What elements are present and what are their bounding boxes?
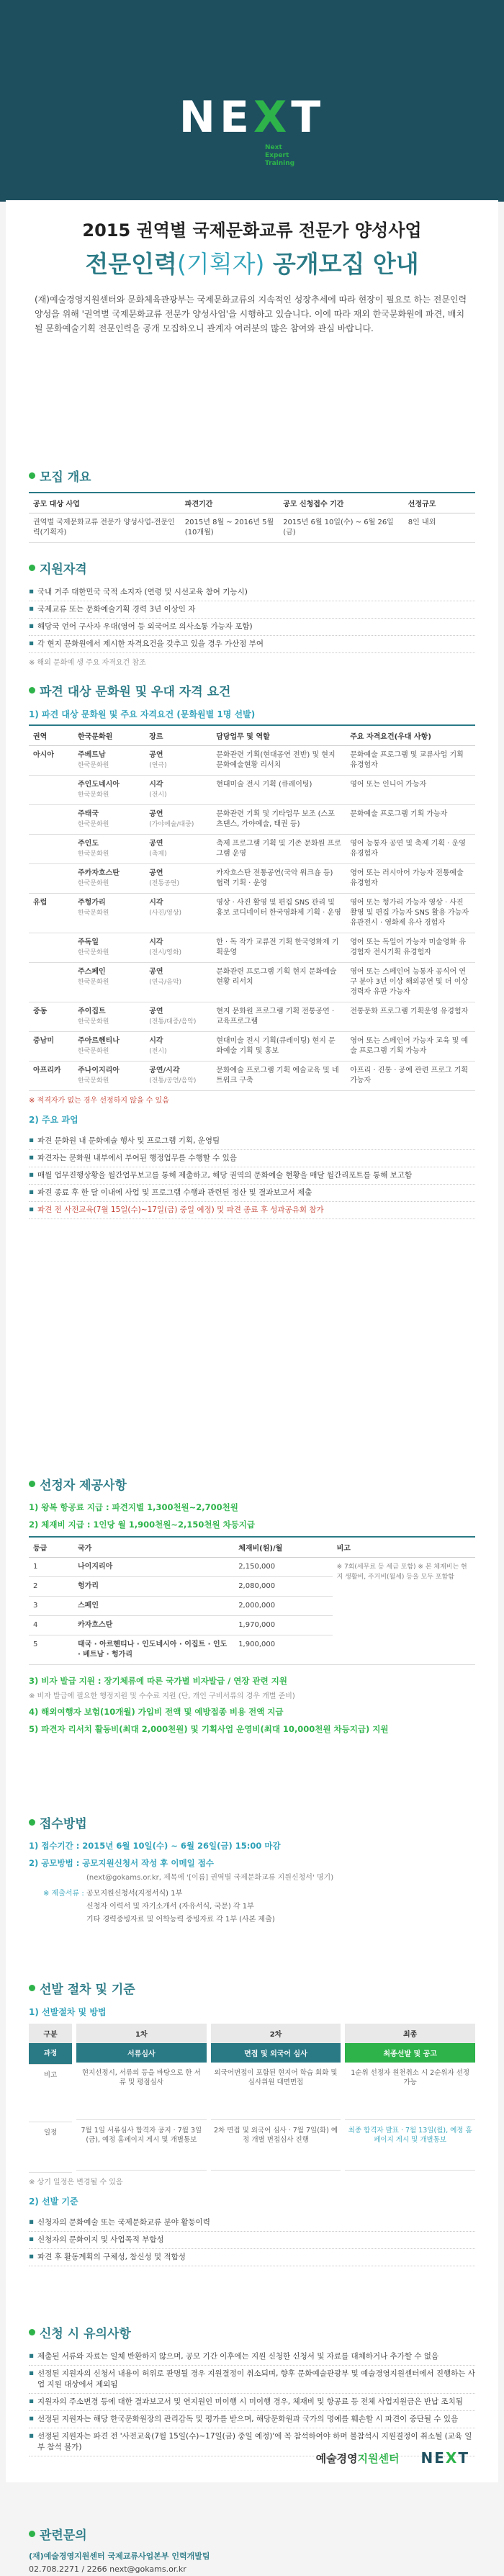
section-centers: 파견 대상 문화원 및 우대 자격 요건 1) 파견 대상 문화원 및 주요 자격요건 (문화원별 1명 선발) 권역 한국문화원 장르 담당업무 및 역할 주요 자격요건(우대 사항) 아시아 주베트남 한국문화원 공연 (연극) 문화관련 기획(현대공연 전반) 및 현지 문화예술현황 리서치 문화예술 프로그램 및 교류사업 기획 유경험자 주인도네시아 한국문화원 시각 (전시) 현대미술 전시 기획 (큐레이팅) 영어 또는 인니어 가능자 주태국 한국문화원 공연 (가야예술/대중) 문화관련 기획 및 기타업무 보조 (스포츠댄스, 가야예술, 태권 등) 문화예술 프로그램 기획 가능자 주인도 한국문화원 공연 (축제) 축제 프로그램 기획 및 기존 문화원 프로그램 운영 영어 능통자 공연 및 축제 기획 · 운영 유경험자 주카자흐스탄 한국문화원 공연 (전통공연) 카자흐스탄 전통공연(국악 워크숍 등) 협력 기획 · 운영 영어 또는 러시아어 가능자 전통예술 유경험자 유럽 주헝가리 한국문화원 시각 (사진/영상) 영상 · 사진 활영 및 편집 SNS 관리 및 홍보 코디네이터 한국영화제 기획 · 운영 영어 또는 헝가리 가능자 영상 · 사진 촬영 및 편집 가능자 SNS 활용 가능자 유관전시 · 영화제 유사 경험자 주독일 한국문화원 시각 (전시/영화) 한 · 독 작가 교류전 기획 한국영화제 기획운영 영어 또는 독일어 가능자 미술영화 유경험자 전시기획 유경험자 주스페인 한국문화원 공연 (연극/음악) 문화관련 프로그램 기획 현지 문화예술현황 리서치 영어 또는 스페인어 능통자 공식어 연구 분야 3년 이상 해외공연 및 더 이상 경력자 유판 가능자 중동 주이집트 한국문화원 공연 (전통/대중/음악) 현지 문화원 프로그램 기획 전통공연 · 교육프로그램 전통문화 프로그램 기획운영 유경험자 중남미 주아르헨티나 한국문화원 시각 (전시) 현대미술 전시 기획(큐레이팅) 현지 문화예술 기획 및 홍보 영어 또는 스페인어 가능자 교육 및 예술 프로그램 기획 가능자 아프리카 주나이지리아 한국문화원 공연/시각 (전통/공연/음악) 문화예술 프로그램 기획 예술교육 및 네트워크 구축 아프리 · 진통 · 공예 관련 프로그 기획 가능자 ※ 적격자가 없는 경우 선정하지 않을 수 있음 2) 주요 과업 ▪ 파견 문화원 내 문화예술 행사 및 프로그램 기획, 운영팀 ▪ 파견자는 문화원 내부에서 부여된 행정업무를 수행할 수 있음 ▪ 매월 업무진행상황을 월간업무보고를 통해 제출하고, 해당 권역의 문화예술 현황을 매달 월간리포트를 통해 보고함 ▪ 파견 종료 후 한 달 이내에 사업 및 프로그램 수행과 관련된 정산 및 결과보고서 제출 ▪ 파견 전 사전교육(7월 15일(수)~17일(금) 중일 예정) 및 파견 종료 후 성과공유회 참가 <box>29 681 475 1219</box>
table-row: 중남미 주아르헨티나 한국문화원 시각 (전시) 현대미술 전시 기획(큐레이팅) 현지 문화예술 기획 및 홍보 영어 또는 스페인어 가능자 교육 및 예술 프로그램 기획 가능자 <box>29 1032 475 1062</box>
section-heading: 접수방법 <box>40 1817 87 1831</box>
table-row: 3 스페인 2,000,000 <box>29 1597 475 1616</box>
section-heading: 선발 절차 및 기준 <box>40 1983 135 1997</box>
section-heading: 신청 시 유의사항 <box>40 2327 131 2341</box>
bullet-dot-icon <box>29 565 35 571</box>
list-item: ▪ 선정된 지원자는 해당 한국문화원장의 관리감독 및 평가를 받으며, 해당문화원과 국가의 명예를 훼손할 시 파견이 중단될 수 있음 <box>29 2411 475 2428</box>
overview-table: 공모 대상 사업 파견기간 공모 신청접수 기간 선정규모 권역별 국제문화교류 전문가 양성사업-전문인력(기획자) 2015년 8월 ~ 2016년 5월 (10개월) 2015년 6월 10일(수) ~ 6월 26일(금) 8인 내외 <box>29 492 475 543</box>
list-item: ▪ 신청자의 문화이지 및 사업목적 부합성 <box>29 2232 475 2249</box>
gokams-logo: 예술경영지원센터 <box>315 2451 400 2465</box>
table-row: 주태국 한국문화원 공연 (가야예술/대중) 문화관련 기획 및 기타업무 보조 (스포츠댄스, 가야예술, 태권 등) 문화예술 프로그램 기획 가능자 <box>29 805 475 835</box>
list-item: ▪ 파견 후 활동계획의 구체성, 참신성 및 적합성 <box>29 2249 475 2266</box>
next-logo: NEXT <box>179 92 325 143</box>
content-card <box>6 200 498 2574</box>
bullet-dot-icon <box>29 2531 35 2537</box>
intro-text: (재)예술경영지원센터와 문화체육관광부는 국제문화교류의 지속적인 성장추세에 따라 현장이 필요로 하는 전문인력 양성을 위해 '권역별 국제문화교류 전문가 양성사업'을 시행하고 있습니다. 이에 따라 재외 한국문화원에 파견, 배치될 문화예술기획 전문인력을 공개 모집하오니 관계자 여러분의 많은 참여와 관심 바랍니다. <box>35 295 467 333</box>
section-heading: 모집 개요 <box>40 470 91 485</box>
main-title: 2015 권역별 국제문화교류 전문가 양성사업 <box>82 220 422 241</box>
title-block <box>6 200 498 336</box>
list-item: ▪ 신청자의 문화예술 또는 국제문화교류 분야 활동이력 <box>29 2214 475 2232</box>
section-benefits: 선정자 제공사항 1) 왕복 항공료 지급 : 파견지별 1,300천원~2,700천원 2) 체재비 지급 : 1인당 월 1,900천원~2,150천원 차등지급 등급 국가 체재비(원)/월 비고 1 나이지리아 2,150,000 ※ 7회(세무료 등 세금 포함) ※ 본 체재비는 현지 생활비, 주거비(월세) 등을 모두 포함함 2 헝가리 2,080,000 3 스페인 2,000,000 4 카자흐스탄 1,970,000 5 태국 · 아르헨티나 · 인도네시아 · 이집트 · 인도 · 베트남 · 헝가리 1,900,000 3) 비자 발급 지원 : 장기체류에 따른 국가별 비자발급 / 연장 관련 지원 ※ 비자 발급에 필요한 행정지원 및 수수료 지원 (단, 개인 구비서류의 경우 개별 준비) 4) 해외여행자 보험(10개월) 가입비 전액 및 예방접종 비용 전액 지급 5) 파견자 리서치 활동비(최대 2,000천원) 및 기획사업 운영비(최대 10,000천원 차등지급) 지원 <box>29 1475 475 1735</box>
list-item: ▪ 파견 문화원 내 문화예술 행사 및 프로그램 기획, 운영팀 <box>29 1133 475 1150</box>
process-column: 구분 과정 비고 일정 <box>29 2024 72 2173</box>
table-row: 1 나이지리아 2,150,000 ※ 7회(세무료 등 세금 포함) ※ 본 체재비는 현지 생활비, 주거비(월세) 등을 모두 포함함 <box>29 1558 475 1577</box>
list-item: ▪ 파견자는 문화원 내부에서 부여된 행정업무를 수행할 수 있음 <box>29 1150 475 1167</box>
table-row: 주독일 한국문화원 시각 (전시/영화) 한 · 독 작가 교류전 기획 한국영화제 기획운영 영어 또는 독일어 가능자 미술영화 유경험자 전시기획 유경험자 <box>29 933 475 963</box>
bullet-dot-icon <box>29 687 35 694</box>
section-heading: 지원자격 <box>40 562 87 577</box>
table-row: 중동 주이집트 한국문화원 공연 (전통/대중/음악) 현지 문화원 프로그램 기획 전통공연 · 교육프로그램 전통문화 프로그램 기획운영 유경험자 <box>29 1002 475 1032</box>
bullet-dot-icon <box>29 1481 35 1487</box>
section-application: 접수방법 1) 접수기간 : 2015년 6월 10일(수) ~ 6월 26일(금) 15:00 마감 2) 공모방법 : 공모지원신청서 작성 후 이메일 접수 (next@gokams.or.kr, 제목에 '[이름] 권역별 국제문화교류 지원신청서' 명기) ※ 제출서류 : 공모지원신청서(지정서식) 1부 신청자 이력서 및 자기소개서 (자유서식, 국문) 각 1부 기타 경력증빙자료 및 어학능력 증빙자료 각 1부 (사본 제출) <box>29 1813 475 1926</box>
tasks-list <box>29 1133 475 1219</box>
bullet-dot-icon <box>29 1819 35 1826</box>
criteria-list <box>29 2214 475 2266</box>
bullet-dot-icon <box>29 1985 35 1991</box>
table-row: 주카자흐스탄 한국문화원 공연 (전통공연) 카자흐스탄 전통공연(국악 워크숍 등) 협력 기획 · 운영 영어 또는 러시아어 가능자 전통예술 유경험자 <box>29 864 475 894</box>
list-item: ▪ 제출된 서류와 자료는 일체 반환하지 않으며, 공모 기간 이후에는 지원 신청한 신청서 및 자료를 대체하거나 추가할 수 없음 <box>29 2348 475 2366</box>
process-column: 1차 서류심사 현지선정시, 서류의 등을 바탕으로 한 서류 및 평점심사 7월 1일 서류심사 합격자 공지 · 7월 3일(금), 예정 홈페이지 게시 및 개별통보 <box>76 2024 207 2173</box>
sub-title: 전문인력(기획자) 공개모집 안내 <box>85 250 419 278</box>
bullet-dot-icon <box>29 472 35 479</box>
section-overview <box>29 467 475 543</box>
section-heading: 파견 대상 문화원 및 우대 자격 요건 <box>40 685 231 699</box>
table-row: 2 헝가리 2,080,000 <box>29 1577 475 1597</box>
bullet-dot-icon <box>29 2329 35 2335</box>
list-item: ▪ 매월 업무진행상황을 월간업무보고를 통해 제출하고, 해당 권역의 문화예술 현황을 매달 월간리포트를 통해 보고함 <box>29 1167 475 1185</box>
contact-org: (재)예술경영지원센터 국제교류사업본부 인력개발팀 <box>29 2552 210 2561</box>
section-heading: 선정자 제공사항 <box>40 1478 127 1493</box>
list-item: ▪ 국내 거주 대한민국 국적 소지자 (연령 및 시선교육 참여 기능시) <box>29 584 475 601</box>
allowance-table: 등급 국가 체재비(원)/월 비고 1 나이지리아 2,150,000 ※ 7회(세무료 등 세금 포함) ※ 본 체재비는 현지 생활비, 주거비(월세) 등을 모두 포함함 2 헝가리 2,080,000 3 스페인 2,000,000 4 카자흐스탄 1,970,000 5 태국 · 아르헨티나 · 인도네시아 · 이집트 · 인도 · 베트남 · 헝가리 1,900,000 <box>29 1536 475 1665</box>
contact-info: 02.708.2271 / 2266 next@gokams.or.kr <box>29 2564 186 2574</box>
table-row: 4 카자흐스탄 1,970,000 <box>29 1616 475 1635</box>
section-notes <box>29 2323 475 2456</box>
hero-banner <box>0 0 504 202</box>
list-item: ▪ 파견 전 사전교육(7월 15일(수)~17일(금) 중일 예정) 및 파견 종료 후 성과공유회 참가 <box>29 1202 475 1219</box>
list-item: ▪ 각 현지 문화원에서 제시한 자격요건을 갖추고 있을 경우 가산점 부여 <box>29 636 475 653</box>
section-heading: 관련문의 <box>40 2528 87 2543</box>
process-column: 2차 면접 및 외국어 심사 외국어면접이 포함된 현지어 학습 회화 및 심사위원 대면면접 2차 면접 및 외국어 심사 · 7월 7일(화) 예정 개별 면접심사 진행 <box>211 2024 341 2173</box>
section-selection: 선발 절차 및 기준 1) 선발절차 및 방법 구분 과정 비고 일정 1차 서류심사 현지선정시, 서류의 등을 바탕으로 한 서류 및 평점심사 7월 1일 서류심사 합격자 공지 · 7월 3일(금), 예정 홈페이지 게시 및 개별통보 2차 면접 및 외국어 심사 외국어면접이 포함된 현지어 학습 회화 및 심사위원 대면면접 2차 면접 및 외국어 심사 · 7월 7일(화) 예정 개별 면접심사 진행 최종 최종선발 및 공고 1순위 선정자 원천취소 시 2순위자 선정 가능 최종 합격자 발표 · 7월 13일(월), 예정 홈페이지 게시 및 개별통보 ※ 상기 일정은 변경될 수 있음 2) 선발 기준 ▪ 신청자의 문화예술 또는 국제문화교류 분야 활동이력 ▪ 신청자의 문화이지 및 사업목적 부합성 ▪ 파견 후 활동계획의 구체성, 참신성 및 적합성 <box>29 1979 475 2266</box>
list-item: ▪ 선정된 지원자의 신청서 내용이 허위로 판명될 경우 지원결정이 취소되며, 향후 문화예술관광부 및 예술경영지원센터에서 진행하는 사업 지원 대상에서 제외됨 <box>29 2366 475 2394</box>
eligibility-list <box>29 584 475 653</box>
table-row: 주인도네시아 한국문화원 시각 (전시) 현대미술 전시 기획 (큐레이팅) 영어 또는 인니어 가능자 <box>29 776 475 805</box>
table-row: 유럽 주헝가리 한국문화원 시각 (사진/영상) 영상 · 사진 활영 및 편집 SNS 관리 및 홍보 코디네이터 한국영화제 기획 · 운영 영어 또는 헝가리 가능자 영상 · 사진 촬영 및 편집 가능자 SNS 활용 가능자 유관전시 · 영화제 유사 경험자 <box>29 894 475 933</box>
table-row: 5 태국 · 아르헨티나 · 인도네시아 · 이집트 · 인도 · 베트남 · 헝가리 1,900,000 <box>29 1635 475 1665</box>
list-item: ▪ 국제교류 또는 문화예술기획 경력 3년 이상인 자 <box>29 601 475 619</box>
next-footer-logo: NEXT <box>420 2449 469 2467</box>
table-row: 주인도 한국문화원 공연 (축제) 축제 프로그램 기획 및 기존 문화원 프로그램 운영 영어 능통자 공연 및 축제 기획 · 운영 유경험자 <box>29 835 475 864</box>
table-row: 주스페인 한국문화원 공연 (연극/음악) 문화관련 프로그램 기획 현지 문화예술현황 리서치 영어 또는 스페인어 능통자 공식어 연구 분야 3년 이상 해외공연 및 더 이상 경력자 유판 가능자 <box>29 963 475 1002</box>
section-contact <box>29 2525 475 2576</box>
notes-list <box>29 2348 475 2456</box>
centers-table: 권역 한국문화원 장르 담당업무 및 역할 주요 자격요건(우대 사항) 아시아 주베트남 한국문화원 공연 (연극) 문화관련 기획(현대공연 전반) 및 현지 문화예술현황 리서치 문화예술 프로그램 및 교류사업 기획 유경험자 주인도네시아 한국문화원 시각 (전시) 현대미술 전시 기획 (큐레이팅) 영어 또는 인니어 가능자 주태국 한국문화원 공연 (가야예술/대중) 문화관련 기획 및 기타업무 보조 (스포츠댄스, 가야예술, 태권 등) 문화예술 프로그램 기획 가능자 주인도 한국문화원 공연 (축제) 축제 프로그램 기획 및 기존 문화원 프로그램 운영 영어 능통자 공연 및 축제 기획 · 운영 유경험자 주카자흐스탄 한국문화원 공연 (전통공연) 카자흐스탄 전통공연(국악 워크숍 등) 협력 기획 · 운영 영어 또는 러시아어 가능자 전통예술 유경험자 유럽 주헝가리 한국문화원 시각 (사진/영상) 영상 · 사진 활영 및 편집 SNS 관리 및 홍보 코디네이터 한국영화제 기획 · 운영 영어 또는 헝가리 가능자 영상 · 사진 촬영 및 편집 가능자 SNS 활용 가능자 유관전시 · 영화제 유사 경험자 주독일 한국문화원 시각 (전시/영화) 한 · 독 작가 교류전 기획 한국영화제 기획운영 영어 또는 독일어 가능자 미술영화 유경험자 전시기획 유경험자 주스페인 한국문화원 공연 (연극/음악) 문화관련 프로그램 기획 현지 문화예술현황 리서치 영어 또는 스페인어 능통자 공식어 연구 분야 3년 이상 해외공연 및 더 이상 경력자 유판 가능자 중동 주이집트 한국문화원 공연 (전통/대중/음악) 현지 문화원 프로그램 기획 전통공연 · 교육프로그램 전통문화 프로그램 기획운영 유경험자 중남미 주아르헨티나 한국문화원 시각 (전시) 현대미술 전시 기획(큐레이팅) 현지 문화예술 기획 및 홍보 영어 또는 스페인어 가능자 교육 및 예술 프로그램 기획 가능자 아프리카 주나이지리아 한국문화원 공연/시각 (전통/공연/음악) 문화예술 프로그램 기획 예술교육 및 네트워크 구축 아프리 · 진통 · 공예 관련 프로그 기획 가능자 <box>29 724 475 1091</box>
logo-tagline: Next Expert Training <box>265 144 295 167</box>
table-row: 아프리카 주나이지리아 한국문화원 공연/시각 (전통/공연/음악) 문화예술 프로그램 기획 예술교육 및 네트워크 구축 아프리 · 진통 · 공예 관련 프로그 기획 가능자 <box>29 1062 475 1091</box>
list-item: ▪ 선정된 지원자는 파견 전 '사전교육(7월 15일(수)~17일(금) 중일 예정)'에 꼭 참석하여야 하며 불참석시 지원결정이 취소될 (교육 일부 참석 불가) <box>29 2428 475 2456</box>
table-row: 권역별 국제문화교류 전문가 양성사업-전문인력(기획자) 2015년 8월 ~ 2016년 5월 (10개월) 2015년 6월 10일(수) ~ 6월 26일(금) 8인 내외 <box>29 513 475 543</box>
list-item: ▪ 파견 종료 후 한 달 이내에 사업 및 프로그램 수행과 관련된 정산 및 결과보고서 제출 <box>29 1185 475 1202</box>
list-item: ▪ 지원자의 주소변경 등에 대한 결과보고서 및 연지원인 미이행 시 미이행 경우, 체재비 및 항공료 등 전체 사업지원금은 반납 조치됨 <box>29 2394 475 2411</box>
list-item: ▪ 해당국 언어 구사자 우대(영어 등 외국어로 의사소통 가능자 포함) <box>29 619 475 636</box>
footer-logos <box>316 2449 469 2467</box>
section-eligibility: 지원자격 ▪ 국내 거주 대한민국 국적 소지자 (연령 및 시선교육 참여 기능시) ▪ 국제교류 또는 문화예술기획 경력 3년 이상인 자 ▪ 해당국 언어 구사자 우대(영어 등 외국어로 의사소통 가능자 포함) ▪ 각 현지 문화원에서 제시한 자격요건을 갖추고 있을 경우 가산점 부여 ※ 해외 문화예 생 주요 자격요건 참조 <box>29 559 475 667</box>
process-column: 최종 최종선발 및 공고 1순위 선정자 원천취소 시 2순위자 선정 가능 최종 합격자 발표 · 7월 13일(월), 예정 홈페이지 게시 및 개별통보 <box>345 2024 475 2173</box>
table-row: 아시아 주베트남 한국문화원 공연 (연극) 문화관련 기획(현대공연 전반) 및 현지 문화예술현황 리서치 문화예술 프로그램 및 교류사업 기획 유경험자 <box>29 746 475 776</box>
process-flow <box>29 2024 475 2173</box>
